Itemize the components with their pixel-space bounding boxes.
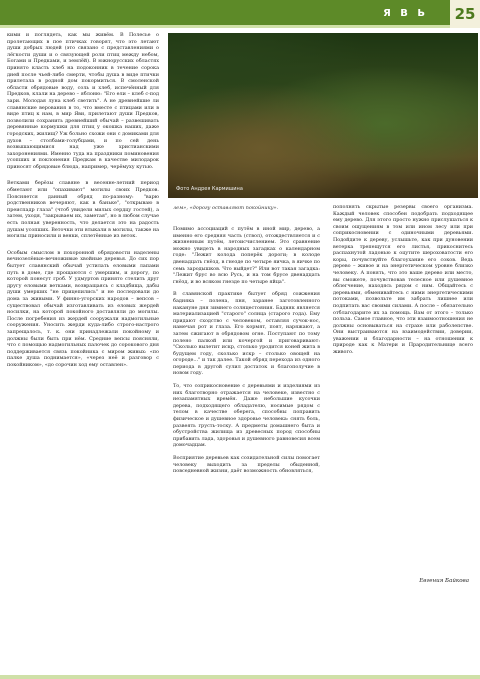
paragraph: Восприятие деревьев как созидательной силы помогает человеку выходить за пределы обыденной, повседневной жизни, даёт возможность обновляться,	[173, 455, 320, 475]
article-column-2	[173, 226, 320, 481]
article-column-3	[333, 204, 473, 362]
paragraph: кими и поглядеть, как мы живём. В Полесье о пролетающих в пое птичках говорят, что это летают души добрых людей (это связано с представлениями о лёгкости души и о связующей роли птиц между небом, Богами и Предками, и землёй). В южнорусских областях принято класть хлеб на подоконник в течение сорока дней после чьей-либо смерти, чтобы душа в виде птички прилетала в родной дом покормиться. В смоленской области обрядовые воду, соль и хлеб, испечённый для Предков, клали на дерево – яблоню: "Его ели – клеб с-под зари. Молодая луна клеб светить". А не древнейшие ли славянские верования в то, что вместе с птицами или в виде птиц к нам, в мир Яви, прилетают души Предков, позволили сохранить древнейший обычай – развешивать деревянные кормушки для птиц у окошка наших, даже городских, жилищ? Уж больно схожи они с домиками для духов – столбами-голубцами, и по сей день возвышающимися над уже христианскими захоронениями. Именно туда на праздники поминовения усопших и поклонения Предкам в качестве милодарок приносят обрядовые блюда, например, черёмуху кутью.	[7, 32, 159, 170]
author-name: Евгения Байкова	[419, 578, 469, 584]
paragraph: Особым смыслом в похоронной обрядовости наделены вечнозелёные-вечноживые хвойные деревья. До сих пор бытует славянский обычай устилать еловыми лапами путь в доме, где прощаются с умершим, и дорогу, по которой понесут гроб. У удмуртов принято стелить друг другу еловыми ветками, возвращаясь с кладбища, дабы души умерших "не прицепились" и не последовали до дома за живыми. У финно-угорских народов – вепсов – существовал обычай изготавливать из еловых жердей носилки, на которой покойного доставляли до могилы. После погребения из жердей сооружали надмогильные сооружения. Уносить жерди куда-либо строго-настрого запрещалось, т. к. они принадлежали покойному и должны были быть при нём. Средние вепсы поясняли, что с помощью надмогильных палочек до сорокового дня поддерживается связь покойника с миром живых: «по палке душа поднимается», «через неё и разговор с покойником», «до сорочин ход ему оставлен».	[7, 249, 159, 368]
paragraph: В славянской практике бытует обряд сожжения бадняка – полена, пня, заранее заготовленного накануне дня зимнего солнцестояния. Бадняк является материализацией "старого" солнца (старого года). Ему придают сходство с человеком, оставляя сучок-нос, намечая рот и глаза. Его кормят, поят, наряжают, а затем сжигают в обрядовом огне. Поступают по тому полено палкой или кочергой и приговаривают: "Сколько вылетит искр, столько уродится коней жита в будущем году, сколько искр – столько овощей на огороде..." и так далее. Такой обряд перехода из одного периода в другой сулил достаток и благополучие в новом году.	[173, 291, 320, 377]
paragraph: Помимо ассоциаций с путём в иной мир, дерево, а именно его средняя часть (ствол), отождествляется и с жизненным путём, летоисчислением. Это сравнение можно увидеть в народных загадках о календарном годе: "Лежит колода поперёк дороги; в колоде двенадцать гнёзд, в гнезде по четыре яичка, в яичке по семь зародышков. Что выйдет?" Или вот такая загадка: "Лежит брус во всю Русь, и на том брусе двенадцать гнёзд, и во всяком гнезде по четыре яйца".	[173, 226, 320, 285]
paragraph: Ветками берёзы славяне в весенне-летний период обметают или "опахивают" могилы своих Предков. Поясняется данный обряд по-разному: "варю родственников вечеряют, как в баньке", "открываю в преиспадр глаза" (чтоб увидели милых сердцу гостей), а затем, уходя, "закрываем их, заметая", но в любом случае есть полная уверенность, что делается это на радость душам усопших. Веточки эти втыкали в могилы, также на могилы приносили и венки, сплетённые из веток.	[7, 180, 159, 240]
forest-roots-photo	[168, 33, 478, 198]
caption-continuation: лем», «дорогу оставляют покойнику».	[173, 205, 279, 211]
header-bar	[0, 0, 480, 28]
article-column-1	[7, 32, 159, 379]
photo-credit: Фото Андрея Кармишина	[176, 186, 243, 192]
page-number: 25	[450, 0, 480, 28]
paragraph: То, что соприкосновение с деревьями и изделиями из них благотворно отражается на человеке, известно с незапамятных времён. Даже небольшие кусочки дерева, подходящего обладателю, носимые рядом с телом в качестве оберега, способны поправить физическое и душевное здоровье человека: снять боль, развеять грусть-тоску. А предметы домашнего быта и обустройства жилища из древесных пород способны прибавить лада, здоровья и душевного равновесия всем домочадцам.	[173, 383, 320, 449]
section-title: Я В Ь	[383, 8, 428, 19]
header-divider	[0, 25, 480, 28]
paragraph: пополнять скрытые резервы своего организма. Каждый человек способен подобрать подходящее ему дерево. Для этого просто нужно прислушаться к своим ощущениям в том или ином лесу или при соприкосновении с одиночными деревьями. Подойдите к дереву, услышьте, как при дуновении ветерка трепещутся его листья, прикоснитесь распахнутой ладонью к оцутите шероховатости его коры, почувствуйте благоухание его соков. Ведь дерево – живое и на энергетическом уровне близко человеку. А понять, что это ваше дерево или место, вы сможете, почувствовав телесное или душевное облегчение, находясь рядом с ним. Общайтесь с деревьями, обменивайтесь с ними энергетическими потоками, позвольте им забрать лишнее или подпитать вас своими силами. А после – обязательно отблагодарите их за помощь. Вам от этого – только польза. Самое главное, что эти взаимоотношения не должны основываться на страхе или раболепстве. Они выстраиваются на взаимодействии, доверии, уважении и благодарности – на отношении к природе как к Матери и Прародительнице всего живого.	[333, 204, 473, 356]
footer-strip	[0, 675, 480, 679]
